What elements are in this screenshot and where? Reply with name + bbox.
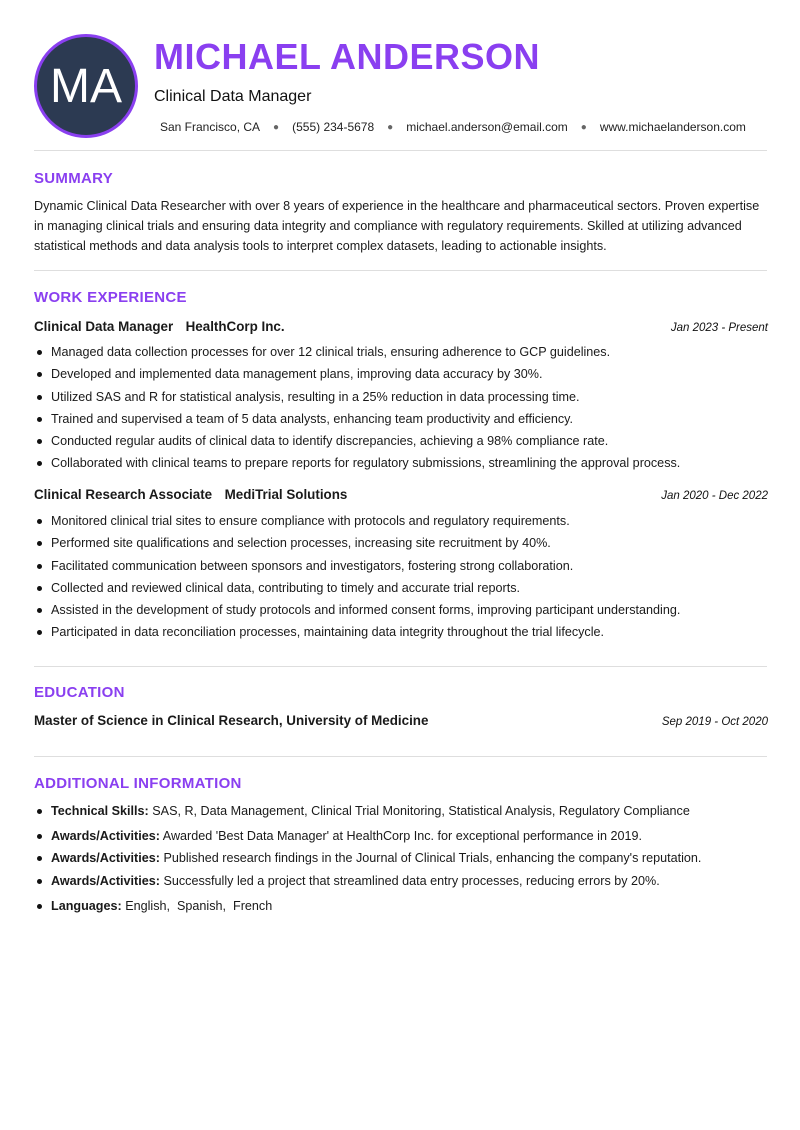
list-item: Managed data collection processes for over 12 clinical trials, ensuring adherence to GCP guidelines. — [34, 342, 774, 364]
list-item: Developed and implemented data management plans, improving data accuracy by 30%. — [34, 364, 774, 386]
education-dates: Sep 2019 - Oct 2020 — [661, 716, 768, 728]
job-bullets — [34, 342, 774, 476]
separator-dot: ● — [580, 121, 587, 133]
separator-dot: ● — [387, 121, 394, 133]
item-text: Published research findings in the Journal of Clinical Trials, enhancing the company's reputation. — [163, 851, 702, 866]
item-label: Awards/Activities: — [51, 829, 160, 843]
avatar — [34, 34, 138, 138]
list-item: Collected and reviewed clinical data, contributing to timely and accurate trial reports. — [34, 578, 774, 600]
education-degree: Master of Science in Clinical Research, University of Medicine — [34, 713, 429, 728]
divider — [34, 666, 767, 667]
item-label: Languages: — [51, 898, 122, 913]
list-item: Trained and supervised a team of 5 data analysts, enhancing team productivity and efficiency. — [34, 409, 774, 431]
list-item: Participated in data reconciliation processes, maintaining data integrity throughout the trial lifecycle. — [34, 622, 774, 644]
divider — [34, 756, 767, 757]
list-item — [34, 848, 774, 870]
list-item: Utilized SAS and R for statistical analysis, resulting in a 25% reduction in data processing time. — [34, 387, 774, 409]
summary-heading: SUMMARY — [34, 170, 114, 187]
item-label: Awards/Activities: — [51, 851, 160, 866]
contact-phone[interactable]: (555) 234-5678 — [292, 120, 375, 134]
job-header — [34, 318, 768, 336]
divider — [34, 270, 767, 271]
contact-bar — [160, 120, 746, 134]
job-dates: Jan 2023 - Present — [670, 322, 768, 334]
job-title: Clinical Research Associate — [34, 487, 213, 502]
contact-location: San Francisco, CA — [160, 120, 261, 134]
contact-email[interactable]: michael.anderson@email.com — [406, 120, 568, 134]
job-title-heading: Clinical Data Manager — [154, 88, 312, 105]
additional-heading: ADDITIONAL INFORMATION — [34, 775, 242, 792]
experience-heading: WORK EXPERIENCE — [34, 289, 187, 306]
candidate-name: MICHAEL ANDERSON — [154, 36, 541, 77]
list-item: Performed site qualifications and selection processes, increasing site recruitment by 40%. — [34, 533, 774, 555]
education-heading: EDUCATION — [34, 684, 125, 701]
job-title: Clinical Data Manager — [34, 319, 174, 334]
avatar-initials: MA — [50, 59, 122, 113]
job-bullets — [34, 511, 774, 645]
item-label: Technical Skills: — [51, 804, 149, 818]
job-header — [34, 486, 768, 504]
item-label: Awards/Activities: — [51, 873, 160, 888]
item-text: SAS, R, Data Management, Clinical Trial Monitoring, Statistical Analysis, Regulatory Compliance — [152, 804, 690, 818]
divider — [34, 150, 767, 151]
list-item: Assisted in the development of study protocols and informed consent forms, improving participant understanding. — [34, 600, 774, 622]
list-item: Monitored clinical trial sites to ensure compliance with protocols and regulatory requirements. — [34, 511, 774, 533]
contact-website[interactable]: www.michaelanderson.com — [599, 120, 746, 134]
list-item — [34, 801, 774, 826]
list-item: Facilitated communication between sponsors and investigators, fostering strong collaboration. — [34, 556, 774, 578]
job-dates: Jan 2020 - Dec 2022 — [661, 490, 768, 502]
item-text: Awarded 'Best Data Manager' at HealthCorp Inc. for exceptional performance in 2019. — [162, 829, 642, 843]
list-item — [34, 896, 774, 918]
item-text: Successfully led a project that streamlined data entry processes, reducing errors by 20%. — [163, 873, 660, 888]
additional-list — [34, 801, 774, 918]
education-entry — [34, 713, 768, 728]
separator-dot: ● — [273, 121, 280, 133]
list-item — [34, 826, 774, 848]
list-item: Collaborated with clinical teams to prepare reports for regulatory submissions, streamlining the approval process. — [34, 453, 774, 475]
summary-text: Dynamic Clinical Data Researcher with over 8 years of experience in the healthcare and pharmaceutical sectors. Proven expertise in managing clinical trials and ensuring data integrity and compliance with regulatory requirements. Skilled at utilizing advanced statistical methods and data analysis tools to interpret complex datasets, leading to actionable insights. — [34, 199, 760, 253]
list-item — [34, 871, 774, 896]
job-company: HealthCorp Inc. — [185, 319, 285, 334]
item-text: English, Spanish, French — [125, 898, 273, 913]
list-item: Conducted regular audits of clinical data to identify discrepancies, achieving a 98% compliance rate. — [34, 431, 774, 453]
job-company: MediTrial Solutions — [224, 487, 348, 502]
